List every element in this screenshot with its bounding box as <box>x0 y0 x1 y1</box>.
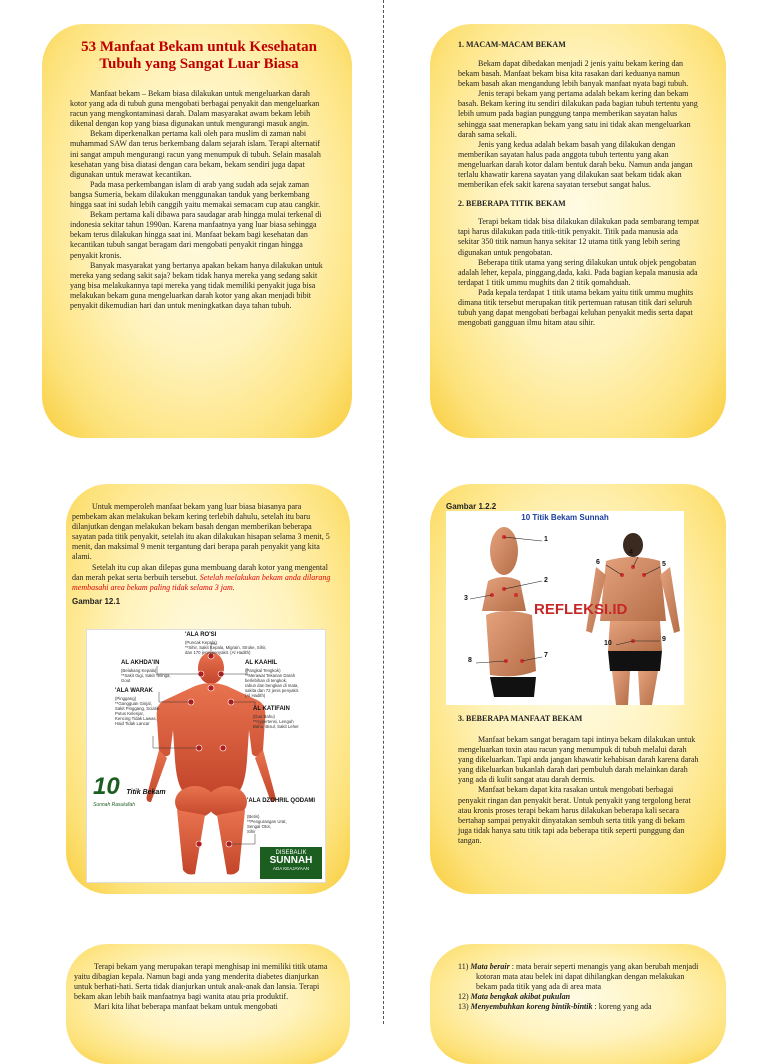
center-dashed-divider <box>383 0 384 1024</box>
point-desc-al-kaahil: (Pangkal Tengkok) **Merawat Tekanan Darah berlebihan di tengkok, rabun dan bengkan di mata, sakita dan 72 jenis penyakit. (Al Hadith) <box>245 668 299 698</box>
procedure-paragraph-2: Setelah itu cup akan dilepas guna membuang darah kotor yang mengental dan merah pekat serta berbuih tersebut. Setelah melakukan bekam anda dilarang membasahi area bekam paling tidak selama 3 jam. <box>72 562 331 592</box>
point-number-4: 4 <box>629 549 633 556</box>
types-paragraph-3: Jenis yang kedua adalah bekam basah yang dilakukan dengan memberikan sayatan halus pada anggota tubuh tertentu yang akan mengeluarkan darah kotor dalam bentuk darah beku. Namun anda jangan terlalu khawatir karena sayatan yang dilakukan saat bekam tidak akan memberikan efek sakit karena sayatan tersebut sangat halus. <box>458 139 693 190</box>
point-number-10: 10 <box>604 640 612 647</box>
intro-paragraph-5: Banyak masyarakat yang bertanya apakan bekam hanya dilakukan untuk mereka yang sedang sakit saja? bekam tidak hanya mereka yang sedang sakit yang bisa melakukannya tapi mereka yang tidak memiliki penyakit juga bisa melakukan bekam guna mengeluarkan darah kotor yang akan menjadi bibit penyakit dikemudian hari dan untuk meningkatkan daya tahan tubuh. <box>70 260 323 310</box>
figure-caption-12-1: Gambar 12.1 <box>72 596 121 606</box>
point-label-ala-warak: 'ALA WARAK <box>115 688 153 694</box>
point-desc-ala-warak: (Pinggang) **Gangguan Ginjal, Sakit Pinggang, Sciatik Putus Kelenjar, Kencing Tidak Lawas, Haid Tidak Lancar <box>115 696 159 726</box>
point-desc-al-katifain: (Dua Bahu) **Hypertensi, Lenguh Bahu, Bisul, Sakit Leher <box>253 714 299 729</box>
section-heading-macam-bekam: 1. MACAM-MACAM BEKAM <box>458 40 566 49</box>
list-item: 12) Mata bengkak akibat pukulan <box>458 992 571 1002</box>
point-number-7: 7 <box>544 652 548 659</box>
procedure-warning-text: Setelah melakukan bekam anda dilarang membasahi area bekam paling tidak selama 3 jam. <box>72 572 331 592</box>
section-heading-manfaat-bekam: 3. BEBERAPA MANFAAT BEKAM <box>458 714 583 723</box>
point-desc-ala-dzohril-qodami: (Betis) **Pengurangan Urat, Sengal Otot, Sihir <box>247 814 287 834</box>
point-desc-ala-rosi: (Puncak Kepala) **Sihir, Sakit Kepala, Migrain, Stroke, Sihir, dan 170 jenis penyakit. (Al Hadith) <box>185 640 267 655</box>
body-points-figure <box>86 629 326 883</box>
therapy-paragraph-1: Terapi bekam yang merupakan terapi menghisap ini memiliki titik utama yaitu dibagian kepala. Namun bagi anda yang menderita diabetes dianjurkan untuk berhati-hati. Serta tidak dianjurkan untuk anak-anak dan lansia. Terapi bekam akan lebih baik manfaatnya bagi wanita atau pria produktif. <box>74 962 328 1002</box>
point-label-al-kaahil: AL KAAHIL <box>245 660 278 666</box>
point-number-3: 3 <box>464 595 468 602</box>
page-card-types <box>430 24 726 438</box>
point-number-6: 6 <box>596 559 600 566</box>
ten-sunnah-points-figure <box>446 511 684 705</box>
page-card-list <box>430 944 726 1064</box>
points-paragraph-2: Beberapa titik utama yang sering dilakukan untuk objek pengobatan adalah leher, kepala, pinggang,dada, kaki. Pada bagian kepala manusia ada terdapat 1 titik ummu mughits dan 2 titik qomahduah. <box>458 257 698 287</box>
point-label-al-katifain: AL KATIFAIN <box>253 706 290 712</box>
point-label-ala-dzohril-qodami: 'ALA DZOHRIL QODAMI <box>247 798 316 804</box>
page-card-intro <box>42 24 352 438</box>
procedure-paragraph-1: Untuk memperoleh manfaat bekam yang luar biasa biasanya para pembekam akan melakukan bekam kering terlebih dahulu, setelah itu baru dilanjutkan dengan melakukan bekam basah dengan memberikan beberapa sayatan pada titik penyakit, setelah itu akan dilakukan hisapan selama 3 menit, 5 menit, dan maksimal 9 menit tergantung dari berapa parah penyakit yang kita alami. <box>72 502 330 562</box>
disebalik-sunnah-logo: DISEBALIK SUNNAH ADA KEAJAYAAN <box>260 847 322 879</box>
point-number-9: 9 <box>662 636 666 643</box>
point-number-2: 2 <box>544 577 548 584</box>
list-item: 11) Mata berair : mata berair seperti menangis yang akan berubah menjadi kotoran mata atau belek ini dapat dihilangkan dengan melakukan bekam pada titik yang ada di area mata <box>458 962 699 992</box>
intro-paragraph-4: Bekam pertama kali dibawa para saudagar arab hingga mulai terkenal di indonesia sekitar tahun 1990an. Karena manfaatnya yang luar biasa sehingga bekam terus dilakukan hingga saat ini. Manfaat bekam bagi kesehatan dan kecantikan tubuh sangat beragam dari mengobati penyakit ringan hingga penyakit kronis. <box>70 210 322 260</box>
benefits-paragraph-1: Manfaat bekam sangat beragam tapi intinya bekam dilakukan untuk mengeluarkan toxin atau racun yang menumpuk di tubuh melalui darah yang dikeluarkan. Tapi anda jangan khawatir kehabisan darah karena darah yang dikeluarkan bukanlah darah dari pembuluh darah melainkan darah yang ada di kulit sangat atau darah dermis. <box>458 735 699 785</box>
intro-paragraph-2: Bekam diperkenalkan pertama kali oleh para muslim di zaman nabi muhammad SAW dan terus berkembang dalam sejarah islam. Terapi alternatif ini sangat ampuh mengurangi racun yang menumpuk di tubuh. Selain masalah kesehatan yang bisa diatasi dengan cara bekam, bekam sendiri juga dapat digunakan untuk merawat kecantikan. <box>70 129 321 179</box>
figure-caption-1-2-2: Gambar 1.2.2 <box>446 502 497 511</box>
page-card-benefits <box>430 484 726 894</box>
refleksi-watermark: REFLEKSI.ID <box>534 601 628 618</box>
therapy-paragraph-2: Mari kita lihat beberapa manfaat bekam untuk mengobati <box>94 1002 278 1012</box>
benefits-list <box>458 962 700 1012</box>
figure-title: 10 Titik Bekam Sunnah <box>521 513 609 522</box>
points-paragraph-1: Terapi bekam tidak bisa dilakukan dilakukan pada sembarang tempat tapi harus dilakukan pada titik-titik penyakit. Titik pada manusia ada sekitar 350 titik namun hanya sekitar 12 utama titik yang lebih sering digunakan untuk pengobatan. <box>458 217 700 257</box>
point-label-ala-rosi: 'ALA RO'SI <box>185 632 217 638</box>
list-item: 13) Menyembuhkan koreng bintik-bintik : koreng yang ada <box>458 1002 652 1012</box>
point-number-8: 8 <box>468 657 472 664</box>
page-card-therapy <box>66 944 350 1064</box>
point-label-al-akhdain: AL AKHDA'IN <box>121 660 160 666</box>
points-paragraph-3: Pada kepala terdapat 1 titik utama bekam yaitu titik ummu mughits dimana titik tersebut merupakan titik pertemuan ratusan titik dari seluruh tubuh yang dapat mengobati berbagai keluhan penyakit medis serta dapat mengobati gangguan ilmu hitam atau sihir. <box>458 287 694 328</box>
intro-paragraph-3: Pada masa perkembangan islam di arab yang sudah ada sejak zaman bangsa Sumeria, bekam dilakukan menggunakan tanduk yang berkembang hingga saat ini sudah lebih canggih yaitu memakai semacam cup atau cangkir. <box>70 179 321 210</box>
types-paragraph-2: Jenis terapi bekam yang pertama adalah bekam kering dan bekam basah. Bekam kering itu sendiri dilakukan pada bagian tubuh tertentu yang lebih umum pada bagian punggung tanpa memberikan sayatan halus sehingga saat menerapkan bekam yang satu ini tidak akan mengeluarkan darah sama sekali. <box>458 89 698 139</box>
point-number-5: 5 <box>662 561 666 568</box>
page-card-procedure <box>66 484 350 894</box>
sunnah-rasulullah-label: Sunnah Rasulullah <box>93 802 135 808</box>
article-title: 53 Manfaat Bekam untuk Kesehatan Tubuh yang Sangat Luar Biasa <box>81 39 317 72</box>
section-heading-titik-bekam: 2. BEBERAPA TITIK BEKAM <box>458 199 566 209</box>
point-desc-al-akhdain: (Belakang Kepala) **Sakit Gigi, Sakit Telinga, Gout <box>121 668 171 683</box>
benefits-paragraph-2: Manfaat bekam dapat kita rasakan untuk mengobati berbagai penyakit ringan dan penyakit berat. Untuk penyakit yang tergolong berat atau kronis proses terapi bekam harus dilakukan beberapa kali secara bertahap sampai penyakit dinyatakan sembuh serta titik yang di bekam juga tidak hanya satu titik tapi ada beberapa titik seperti punggung dan tangan. <box>458 785 691 845</box>
point-number-1: 1 <box>544 536 548 543</box>
ten-points-badge: 10 Titik Bekam <box>93 773 166 800</box>
intro-paragraph-1: Manfaat bekam – Bekam biasa dilakukan untuk mengeluarkan darah kotor yang ada di tubuh guna mengobati berbagai penyakit dan mengeluarkan racun yang mengkontaminasi darah. Dalam masyarakat awam bekam lebih dikenal dengan kop yang biasa digunakan untuk mengurangi masuk angin. <box>70 89 320 129</box>
types-paragraph-1: Bekam dapat dibedakan menjadi 2 jenis yaitu bekam kering dan bekam basah. Manfaat bekam bisa kita rasakan dari keduanya namun bekam basah akan mengandung lebih banyak manfaat nyata bagi tubuh. <box>458 59 689 89</box>
